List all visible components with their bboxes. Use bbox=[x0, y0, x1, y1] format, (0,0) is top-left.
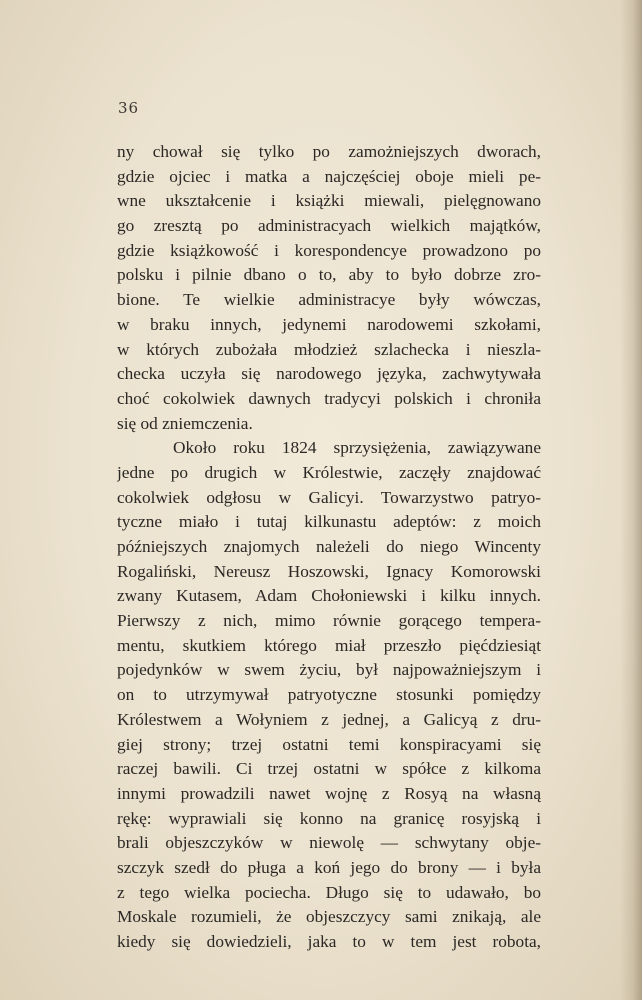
text-line: tyczne miało i tutaj kilkunastu adeptów: z moich bbox=[117, 512, 541, 532]
text-line: Pierwszy z nich, mimo równie gorącego tempera- bbox=[117, 611, 541, 631]
paragraph-1 bbox=[117, 140, 541, 436]
text-line: szczyk szedł do pługa a koń jego do brony — i była bbox=[117, 857, 541, 877]
body-text bbox=[117, 140, 541, 955]
text-line: innymi prowadzili nawet wojnę z Rosyą na własną bbox=[117, 783, 541, 803]
text-line: ny chował się tylko po zamożniejszych dworach, bbox=[117, 142, 541, 161]
text-line: gdzie książkowość i korespondencye prowadzono po bbox=[117, 240, 541, 260]
text-line: jedne po drugich w Królestwie, zaczęły znajdować bbox=[117, 462, 541, 482]
text-line: zwany Kutasem, Adam Chołoniewski i kilku innych. bbox=[117, 586, 541, 606]
text-line: rękę: wyprawiali się konno na granicę rosyjską i bbox=[117, 808, 541, 828]
text-line: on to utrzymywał patryotyczne stosunki pomiędzy bbox=[117, 685, 541, 705]
paragraph-2 bbox=[117, 436, 541, 954]
text-line: cokolwiek odgłosu w Galicyi. Towarzystwo patryo- bbox=[117, 487, 541, 507]
text-line: z tego wielka pociecha. Długo się to udawało, bo bbox=[117, 882, 541, 902]
text-line: raczej bawili. Ci trzej ostatni w spółce z kilkoma bbox=[117, 759, 541, 779]
text-line: go zresztą po administracyach wielkich majątków, bbox=[117, 216, 541, 236]
text-line: Moskale rozumieli, że objeszczycy sami znikają, ale bbox=[117, 907, 541, 927]
text-line: choć cokolwiek dawnych tradycyi polskich i chroniła bbox=[117, 388, 541, 408]
text-line: checka uczyła się narodowego języka, zachwytywała bbox=[117, 364, 541, 384]
page-gutter-shadow bbox=[620, 0, 642, 1000]
text-line: mentu, skutkiem którego miał przeszło pięćdziesiąt bbox=[117, 635, 541, 655]
text-line: bione. Te wielkie administracye były wówczas, bbox=[117, 290, 541, 310]
text-line: polsku i pilnie dbano o to, aby to było dobrze zro- bbox=[117, 265, 541, 285]
text-line: Rogaliński, Nereusz Hoszowski, Ignacy Komorowski bbox=[117, 561, 541, 581]
text-line: w braku innych, jedynemi narodowemi szkołami, bbox=[117, 314, 541, 334]
page-number: 36 bbox=[118, 99, 140, 117]
text-line: kiedy się dowiedzieli, jaka to w tem jest robota, bbox=[117, 932, 541, 951]
text-line: brali objeszczyków w niewolę — schwytany obje- bbox=[117, 833, 541, 853]
text-line: giej strony; trzej ostatni temi konspiracyami się bbox=[117, 734, 541, 754]
text-line: się od zniemczenia. bbox=[117, 413, 253, 433]
text-line: wne ukształcenie i książki miewali, pielęgnowano bbox=[117, 191, 541, 211]
text-line: późniejszych znajomych należeli do niego Wincenty bbox=[117, 537, 541, 556]
text-line: w których zubożała młodzież szlachecka i nieszla- bbox=[117, 339, 541, 359]
text-line: Około roku 1824 sprzysiężenia, zawiązywane bbox=[173, 438, 541, 458]
text-line: pojedynków w swem życiu, był najpoważniejszym i bbox=[117, 660, 541, 680]
text-line: Królestwem a Wołyniem z jednej, a Galicyą z dru- bbox=[117, 709, 541, 729]
text-line: gdzie ojciec i matka a najczęściej oboje mieli pe- bbox=[117, 166, 541, 186]
